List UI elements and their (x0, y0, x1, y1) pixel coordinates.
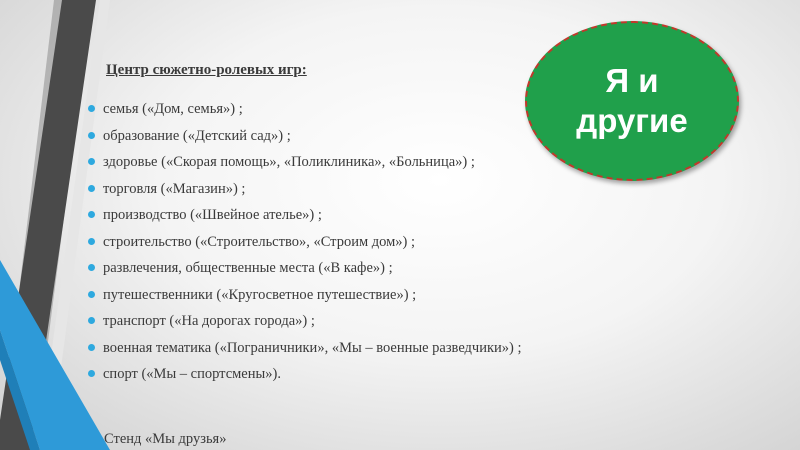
slide-heading: Центр сюжетно-ролевых игр: (106, 62, 307, 78)
list-item (88, 312, 522, 339)
list-item (88, 365, 522, 392)
bullet-icon (88, 317, 95, 324)
list-item (88, 127, 522, 154)
list-item-text: торговля («Магазин») ; (103, 180, 246, 197)
bullet-icon (88, 185, 95, 192)
list-item-text: транспорт («На дорогах города») ; (103, 313, 315, 329)
list-item (88, 153, 522, 180)
bullet-icon (88, 132, 95, 139)
bullet-icon (88, 211, 95, 218)
list-item-text: военная тематика («Пограничники», «Мы – военные разведчики») ; (103, 339, 522, 356)
list-item-text: строительство («Строительство», «Строим дом») ; (103, 233, 416, 250)
bullet-icon (88, 105, 95, 112)
bullet-icon (88, 158, 95, 165)
list-item-text: образование («Детский сад») ; (103, 127, 291, 144)
list-item-text: семья («Дом, семья») ; (103, 101, 243, 117)
footer-text: Стенд «Мы друзья» (104, 431, 227, 447)
bullet-icon (88, 264, 95, 271)
list-item-text: производство («Швейное ателье») ; (103, 207, 322, 223)
list-item (88, 259, 522, 286)
bullet-icon (88, 344, 95, 351)
list-item-text: здоровье («Скорая помощь», «Поликлиника», «Больница») ; (103, 154, 475, 170)
list-item (88, 180, 522, 207)
list-item (88, 339, 522, 366)
bullet-icon (88, 291, 95, 298)
bullet-icon (88, 238, 95, 245)
list-item (88, 286, 522, 313)
list-item-text: путешественники («Кругосветное путешествие») ; (103, 286, 417, 303)
list-item (88, 100, 522, 127)
game-centers-list (88, 100, 522, 392)
list-item-text: спорт («Мы – спортсмены»). (103, 366, 281, 382)
list-item-text: развлечения, общественные места («В кафе») ; (103, 260, 393, 276)
topic-badge (525, 21, 739, 181)
list-item (88, 206, 522, 233)
list-item (88, 233, 522, 260)
bullet-icon (88, 370, 95, 377)
badge-label: Я и другие (576, 62, 688, 139)
